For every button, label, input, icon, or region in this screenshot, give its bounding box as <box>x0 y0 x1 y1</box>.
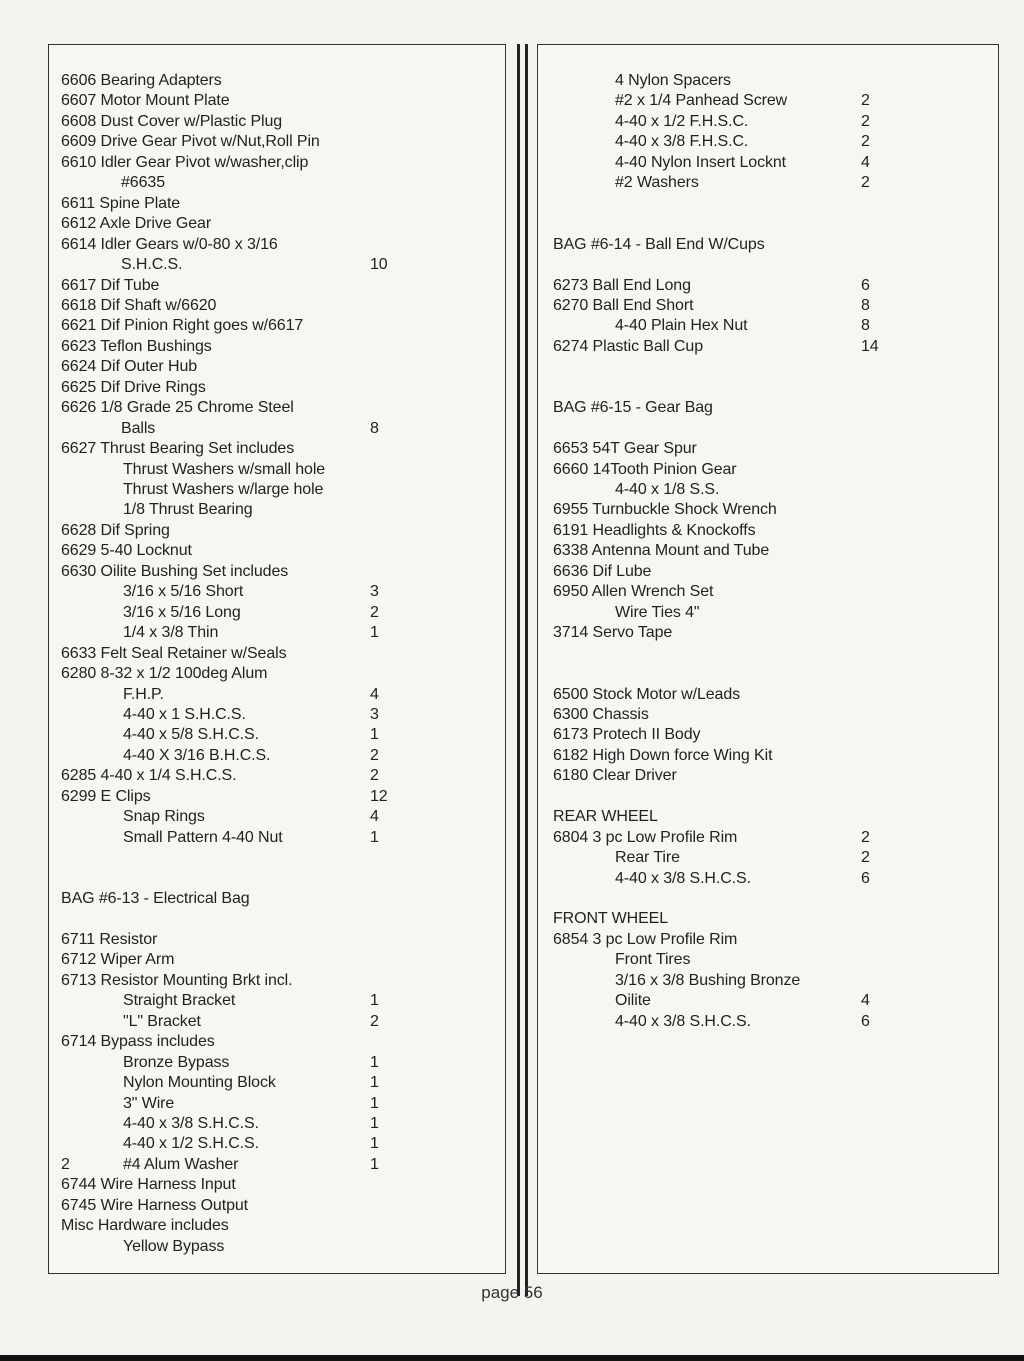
part-description: 6713 Resistor Mounting Brkt incl. <box>61 971 293 989</box>
part-quantity: 2 <box>370 767 379 785</box>
part-description: Thrust Washers w/large hole <box>123 481 324 498</box>
part-quantity: 1 <box>370 1155 379 1173</box>
part-quantity: 2 <box>861 849 870 867</box>
part-quantity: 2 <box>370 1012 379 1030</box>
part-description: 6711 Resistor <box>61 930 158 948</box>
part-quantity: 6 <box>861 1012 870 1030</box>
part-description: 6299 E Clips <box>61 787 151 805</box>
part-quantity: 6 <box>861 276 870 294</box>
part-quantity: 8 <box>861 317 870 335</box>
part-description: Nylon Mounting Block <box>123 1074 276 1092</box>
part-description: 6180 Clear Driver <box>553 767 677 785</box>
part-quantity: 2 <box>861 828 870 846</box>
column-divider <box>517 44 520 1296</box>
part-description: 6627 Thrust Bearing Set includes <box>61 440 295 458</box>
row-prefix-number: 2 <box>61 1155 70 1173</box>
part-description: 4-40 x 5/8 S.H.C.S. <box>123 726 259 744</box>
part-description: Small Pattern 4-40 Nut <box>123 828 283 846</box>
left-column-box <box>48 44 506 1274</box>
part-description: 4-40 x 3/8 S.H.C.S. <box>615 1012 751 1030</box>
part-description: 3714 Servo Tape <box>553 624 673 642</box>
part-description: Thrust Washers w/small hole <box>123 460 326 478</box>
part-quantity: 1 <box>370 1114 379 1132</box>
part-description: F.H.P. <box>123 685 164 703</box>
part-quantity: 2 <box>370 603 379 621</box>
part-description: 6300 Chassis <box>553 705 649 723</box>
part-quantity: 2 <box>370 746 379 764</box>
part-description: Yellow Bypass <box>123 1237 225 1255</box>
part-description: Oilite <box>615 992 651 1010</box>
part-quantity: 8 <box>861 296 870 314</box>
part-description: 4-40 x 1/2 F.H.S.C. <box>615 112 749 130</box>
part-description: 6854 3 pc Low Profile Rim <box>553 930 738 948</box>
part-description: #6635 <box>121 174 165 192</box>
part-quantity: 12 <box>370 787 388 805</box>
part-description: 6274 Plastic Ball Cup <box>553 337 703 355</box>
part-quantity: 1 <box>370 992 379 1010</box>
part-description: 6191 Headlights & Knockoffs <box>553 521 756 539</box>
part-description: S.H.C.S. <box>121 256 183 274</box>
part-description: 6804 3 pc Low Profile Rim <box>553 828 738 846</box>
part-description: "L" Bracket <box>123 1012 201 1030</box>
part-description: 4-40 X 3/16 B.H.C.S. <box>123 746 271 764</box>
part-quantity: 2 <box>861 92 870 110</box>
part-description: 6626 1/8 Grade 25 Chrome Steel <box>61 399 294 417</box>
part-description: BAG #6-14 - Ball End W/Cups <box>553 235 765 253</box>
part-description: 6636 Dif Lube <box>553 562 652 580</box>
part-description: 4-40 x 1/8 S.S. <box>615 481 720 498</box>
part-description: 6611 Spine Plate <box>61 194 181 212</box>
part-description: 6273 Ball End Long <box>553 276 691 294</box>
part-description: 3/16 x 5/16 Long <box>123 603 241 621</box>
right-column-box <box>537 44 999 1274</box>
part-description: 6500 Stock Motor w/Leads <box>553 685 741 703</box>
part-quantity: 4 <box>861 992 870 1010</box>
part-description: Straight Bracket <box>123 992 236 1010</box>
part-description: #2 x 1/4 Panhead Screw <box>615 92 788 110</box>
part-quantity: 1 <box>370 1074 379 1092</box>
part-description: 6712 Wiper Arm <box>61 951 175 969</box>
part-description: #2 Washers <box>615 174 699 192</box>
part-description: 6618 Dif Shaft w/6620 <box>61 296 217 314</box>
part-quantity: 1 <box>370 726 379 744</box>
part-description: Front Tires <box>615 951 691 969</box>
page-number: page 56 <box>481 1283 543 1302</box>
part-quantity: 1 <box>370 1094 379 1112</box>
part-quantity: 2 <box>861 133 870 151</box>
part-description: 6745 Wire Harness Output <box>61 1196 249 1214</box>
part-description: 4-40 x 1 S.H.C.S. <box>123 705 246 723</box>
part-description: 3/16 x 5/16 Short <box>123 583 244 601</box>
part-description: 6623 Teflon Bushings <box>61 337 212 355</box>
part-description: #4 Alum Washer <box>123 1155 239 1173</box>
part-description: 6280 8-32 x 1/2 100deg Alum <box>61 665 268 683</box>
part-description: 6624 Dif Outer Hub <box>61 358 198 376</box>
part-description: 6955 Turnbuckle Shock Wrench <box>553 501 777 519</box>
part-description: 4-40 x 1/2 S.H.C.S. <box>123 1135 259 1153</box>
part-quantity: 4 <box>370 685 379 703</box>
part-description: 6606 Bearing Adapters <box>61 72 222 89</box>
part-description: 6607 Motor Mount Plate <box>61 92 230 110</box>
part-description: 1/4 x 3/8 Thin <box>123 624 219 642</box>
part-quantity: 3 <box>370 705 379 723</box>
part-description: 4-40 Nylon Insert Locknt <box>615 153 787 171</box>
part-description: BAG #6-15 - Gear Bag <box>553 399 713 417</box>
part-description: 3" Wire <box>123 1094 175 1112</box>
part-description: 6630 Oilite Bushing Set includes <box>61 562 289 580</box>
part-quantity: 10 <box>370 256 388 274</box>
part-description: 6614 Idler Gears w/0-80 x 3/16 <box>61 235 278 253</box>
part-description: BAG #6-13 - Electrical Bag <box>61 890 250 907</box>
part-description: 6608 Dust Cover w/Plastic Plug <box>61 112 283 130</box>
part-description: 4-40 x 3/8 S.H.C.S. <box>615 869 751 887</box>
part-description: 6633 Felt Seal Retainer w/Seals <box>61 644 287 662</box>
part-description: 6653 54T Gear Spur <box>553 440 697 458</box>
part-description: 6285 4-40 x 1/4 S.H.C.S. <box>61 767 237 785</box>
part-quantity: 2 <box>861 112 870 130</box>
part-description: Rear Tire <box>615 849 680 867</box>
part-description: Bronze Bypass <box>123 1053 230 1071</box>
part-description: 6744 Wire Harness Input <box>61 1176 236 1194</box>
part-description: Misc Hardware includes <box>61 1217 229 1235</box>
scan-edge-bar <box>0 1355 1024 1361</box>
column-divider <box>525 44 528 1296</box>
part-description: 4-40 Plain Hex Nut <box>615 317 748 335</box>
part-description: 6610 Idler Gear Pivot w/washer,clip <box>61 153 309 171</box>
part-quantity: 4 <box>370 808 379 826</box>
part-description: 6621 Dif Pinion Right goes w/6617 <box>61 317 304 335</box>
part-quantity: 3 <box>370 583 379 601</box>
part-quantity: 4 <box>861 153 870 171</box>
part-description: Wire Ties 4" <box>615 603 700 621</box>
part-description: 6609 Drive Gear Pivot w/Nut,Roll Pin <box>61 133 320 151</box>
part-description: 6625 Dif Drive Rings <box>61 378 206 396</box>
part-quantity: 1 <box>370 1053 379 1071</box>
part-description: REAR WHEEL <box>553 808 658 826</box>
part-quantity: 2 <box>861 174 870 192</box>
part-quantity: 1 <box>370 828 379 846</box>
part-description: 6182 High Down force Wing Kit <box>553 746 773 764</box>
part-description: 6629 5-40 Locknut <box>61 542 192 560</box>
part-description: 6617 Dif Tube <box>61 276 160 294</box>
part-description: 6612 Axle Drive Gear <box>61 215 212 233</box>
part-description: Balls <box>121 419 156 437</box>
part-description: 3/16 x 3/8 Bushing Bronze <box>615 971 801 989</box>
part-quantity: 6 <box>861 869 870 887</box>
part-quantity: 1 <box>370 624 379 642</box>
part-description: 1/8 Thrust Bearing <box>123 501 253 519</box>
part-description: 6338 Antenna Mount and Tube <box>553 542 770 560</box>
part-description: 6628 Dif Spring <box>61 521 170 539</box>
part-description: 6950 Allen Wrench Set <box>553 583 714 601</box>
part-description: 6714 Bypass includes <box>61 1033 215 1051</box>
part-quantity: 14 <box>861 337 879 355</box>
part-description: 6660 14Tooth Pinion Gear <box>553 460 737 478</box>
part-description: Snap Rings <box>123 808 205 826</box>
part-description: 6270 Ball End Short <box>553 296 694 314</box>
part-description: 4-40 x 3/8 F.H.S.C. <box>615 133 749 151</box>
part-description: 6173 Protech II Body <box>553 726 701 744</box>
part-description: 4 Nylon Spacers <box>615 72 731 89</box>
part-quantity: 8 <box>370 419 379 437</box>
part-quantity: 1 <box>370 1135 379 1153</box>
part-description: 4-40 x 3/8 S.H.C.S. <box>123 1114 259 1132</box>
part-description: FRONT WHEEL <box>553 910 669 928</box>
